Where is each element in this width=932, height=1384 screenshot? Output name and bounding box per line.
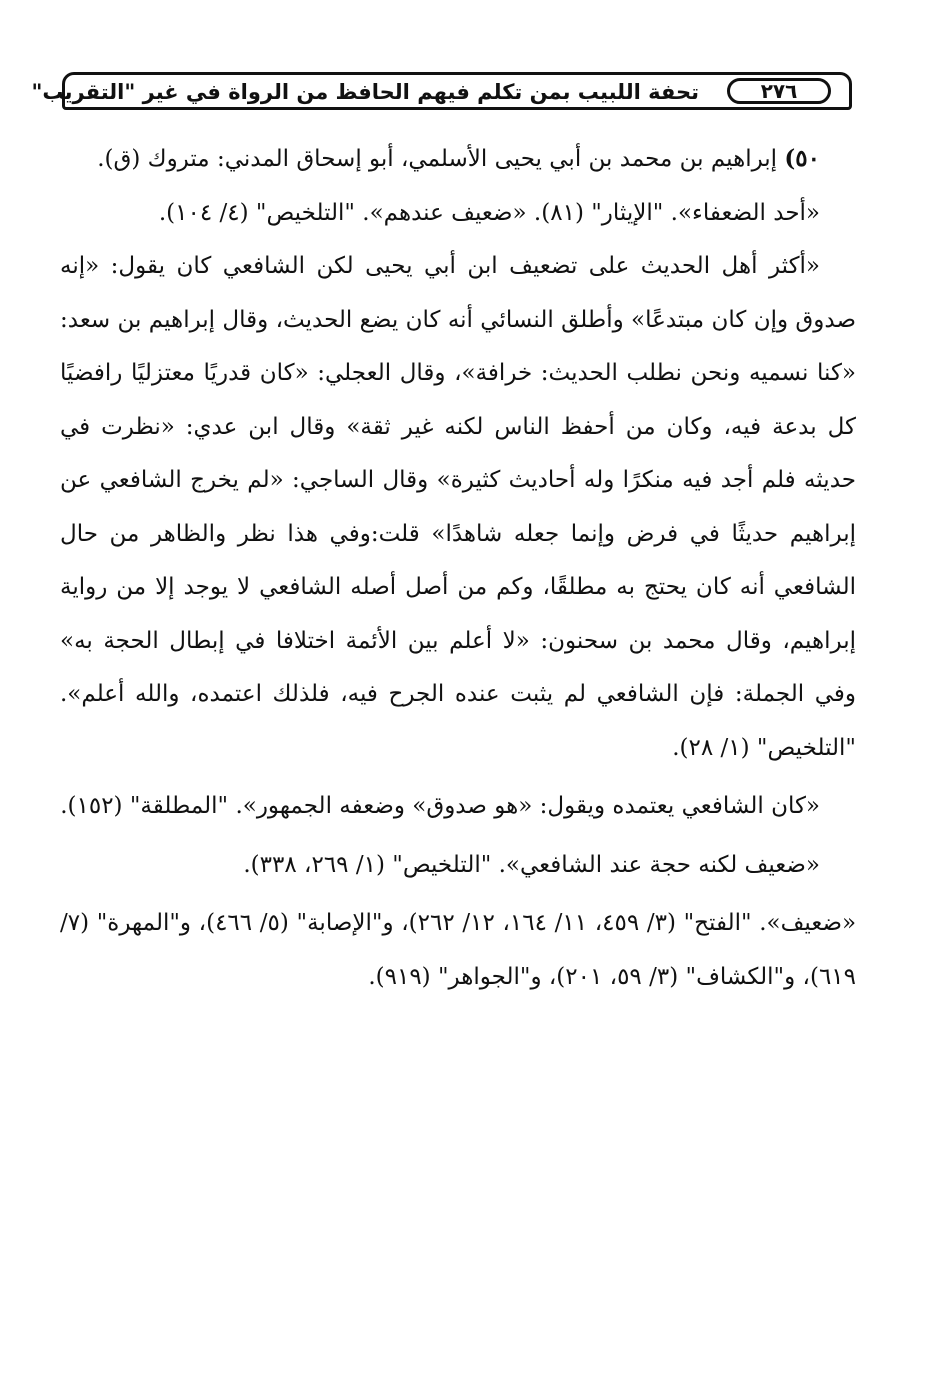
paragraph-talkhis-long: «أكثر أهل الحديث على تضعيف ابن أبي يحيى لكن الشافعي كان يقول: «إنه صدوق وإن كان مبتدعًا» وأطلق النسائي أنه كان يضع الحديث، وقال إبراهيم بن سعد: «كنا نسميه ونحن نطلب الحديث: خرافة»، وقال العجلي: «كان قدريًا معتزليًا رافضيًا كل بدعة فيه، وكان من أحفظ الناس لكنه غير ثقة» وقال ابن عدي: «نظرت في حديثه فلم أجد فيه منكرًا وله أحاديث كثيرة» وقال الساجي: «لم يخرج الشافعي عن إبراهيم حديثًا في فرض وإنما جعله شاهدًا» قلت:وفي هذا نظر والظاهر من حال الشافعي أنه كان يحتج به مطلقًا، وكم من أصل أصله الشافعي لا يوجد إلا من رواية إبراهيم، وقال محمد بن سحنون: «لا أعلم بين الأئمة اختلافا في إبطال الحجة به» وفي الجملة: فإن الشافعي لم يثبت عنده الجرح فيه، فلذلك اعتمده، والله أعلم». "التلخيص" (١/ ٢٨). <box>60 253 856 761</box>
paragraph-hujja: «ضعيف لكنه حجة عند الشافعي». "التلخيص" (١/ ٢٦٩، ٣٣٨). <box>243 851 820 878</box>
paragraph-fath: «ضعيف». "الفتح" (٣/ ٤٥٩، ١١/ ١٦٤، ١٢/ ٢٦٢)، و"الإصابة" (٥/ ٤٦٦)، و"المهرة" (٧/ ٦١٩)، و"الكشاف" (٣/ ٥٩، ٢٠١)، و"الجواهر" (٩١٩). <box>60 910 857 990</box>
page-number: ٢٧٦ <box>727 78 831 104</box>
book-title: تحفة اللبيب بمن تكلم فيهم الحافظ من الرواة في غير "التقريب" <box>31 80 699 104</box>
paragraph-ithar: «أحد الضعفاء». "الإيثار" (٨١). «ضعيف عندهم». "التلخيص" (٤/ ١٠٤). <box>158 199 820 226</box>
entry-number: ٥٠) <box>784 145 820 172</box>
narrator-name: إبراهيم بن محمد بن أبي يحيى الأسلمي، أبو إسحاق المدني: متروك (ق). <box>97 146 778 172</box>
running-header <box>31 72 852 110</box>
entry-heading <box>60 132 856 187</box>
page-body <box>60 132 856 1004</box>
paragraph-mutlaqa: «كان الشافعي يعتمده ويقول: «هو صدوق» وضعفه الجمهور». "المطلقة" (١٥٢). <box>60 793 820 819</box>
